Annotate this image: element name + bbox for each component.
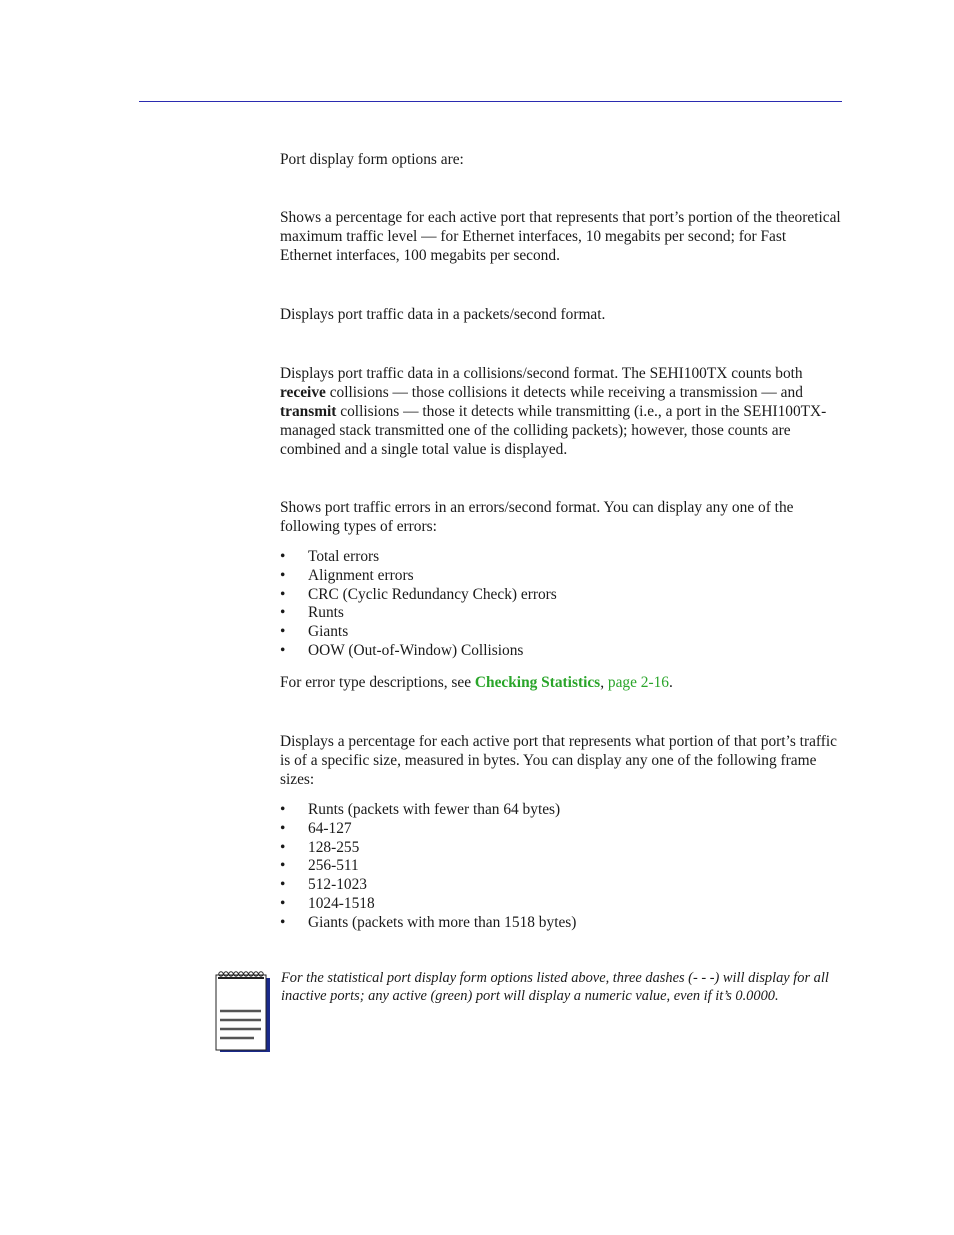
list-item: • Giants (packets with more than 1518 bytes) bbox=[280, 914, 842, 933]
load-description: Shows a percentage for each active port that represents that port’s portion of the theoretical maximum traffic level — for Ethernet interfaces, 10 megabits per second; for Fast Ethernet interfaces, 100 megabits per second. bbox=[280, 209, 841, 264]
list-item: • OOW (Out-of-Window) Collisions bbox=[280, 642, 842, 661]
errors-description: Shows port traffic errors in an errors/second format. You can display any one of the following types of errors: bbox=[280, 499, 794, 535]
frames-description: Displays port traffic data in a packets/second format. bbox=[280, 306, 606, 323]
checking-statistics-link[interactable]: Checking Statistics bbox=[474, 674, 601, 691]
frame-size-description: Displays a percentage for each active port that represents what portion of that port’s traffic is of a specific size, measured in bytes. You can display any one of the following frame sizes: bbox=[280, 733, 837, 788]
header-rule bbox=[139, 101, 842, 102]
intro-text: Port display form options are: bbox=[280, 151, 464, 168]
list-item: • 64-127 bbox=[280, 820, 842, 839]
list-item: • 256-511 bbox=[280, 857, 842, 876]
list-item: • Alignment errors bbox=[280, 567, 842, 586]
list-item: • 1024-1518 bbox=[280, 895, 842, 914]
error-reference: For error type descriptions, see Checking Statistics, page 2-16. bbox=[280, 674, 673, 691]
frame-sizes-list bbox=[280, 801, 842, 933]
note-text: For the statistical port display form options listed above, three dashes (- - -) will display for all inactive ports; any active (green) port will display a numeric value, even if it’s 0.0000. bbox=[281, 970, 829, 1005]
page-reference-link[interactable]: page 2-16 bbox=[607, 674, 670, 691]
transmit-term: transmit bbox=[280, 403, 337, 420]
list-item: • 128-255 bbox=[280, 839, 842, 858]
list-item: • CRC (Cyclic Redundancy Check) errors bbox=[280, 586, 842, 605]
error-types-list bbox=[280, 548, 842, 661]
list-item: • 512-1023 bbox=[280, 876, 842, 895]
note-pad-icon bbox=[214, 970, 272, 1054]
collisions-description: Displays port traffic data in a collisions/second format. The SEHI100TX counts both receive collisions — those collisions it detects while receiving a transmission — and transmit collisions — those it detects while transmitting (i.e., a port in the SEHI100TX-managed stack transmitted one of the colliding packets); however, those counts are combined and a single total value is displayed. bbox=[280, 365, 827, 458]
list-item: • Giants bbox=[280, 623, 842, 642]
list-item: • Runts (packets with fewer than 64 bytes) bbox=[280, 801, 842, 820]
list-item: • Runts bbox=[280, 604, 842, 623]
list-item: • Total errors bbox=[280, 548, 842, 567]
receive-term: receive bbox=[280, 384, 326, 401]
